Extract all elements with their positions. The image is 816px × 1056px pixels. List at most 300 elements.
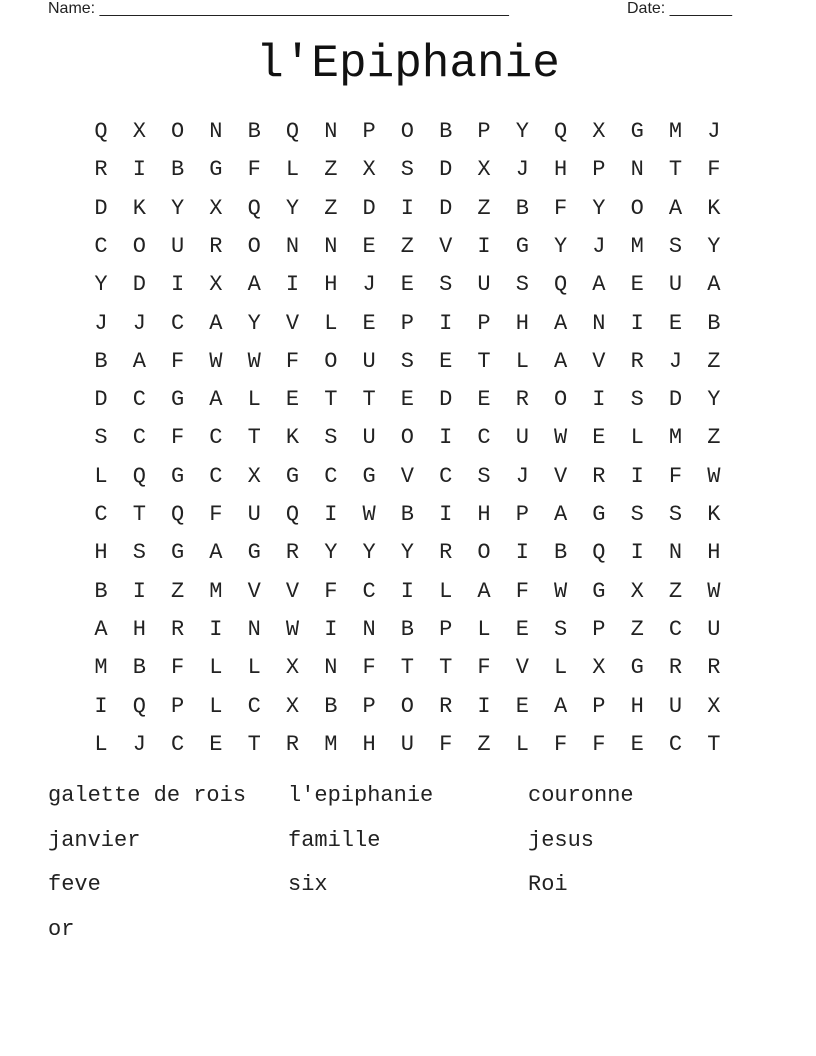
grid-letter: E: [400, 387, 414, 413]
grid-letter: Z: [707, 425, 721, 451]
grid-letter: U: [247, 502, 261, 527]
grid-letter: L: [515, 348, 529, 374]
grid-letter: X: [592, 655, 606, 681]
word-list-item: Roi: [528, 872, 568, 897]
grid-letter: E: [362, 233, 376, 259]
grid-letter: S: [94, 425, 108, 451]
grid-letter: L: [94, 463, 108, 489]
word-list-item: l'epiphanie: [288, 783, 434, 808]
grid-letter: J: [94, 310, 108, 336]
grid-letter: Q: [592, 540, 606, 566]
grid-letter: U: [170, 233, 185, 259]
grid-letter: I: [439, 425, 453, 451]
grid-letter: S: [668, 233, 683, 259]
grid-letter: X: [285, 693, 300, 719]
grid-letter: W: [707, 463, 721, 489]
grid-letter: R: [170, 616, 185, 642]
grid-letter: P: [592, 157, 606, 183]
grid-letter: F: [324, 578, 338, 604]
grid-letter: X: [247, 463, 261, 489]
grid-letter: J: [707, 119, 721, 144]
grid-letter: S: [400, 157, 414, 183]
grid-letter: O: [400, 425, 414, 451]
grid-letter: K: [132, 195, 146, 221]
grid-letter: L: [553, 655, 568, 681]
grid-letter: F: [439, 731, 453, 757]
grid-letter: G: [630, 119, 644, 144]
grid-letter: Z: [668, 578, 683, 604]
grid-letter: D: [94, 195, 108, 221]
grid-letter: Y: [707, 233, 721, 259]
grid-letter: H: [477, 502, 491, 527]
grid-letter: T: [324, 387, 338, 413]
grid-letter: V: [285, 310, 300, 336]
grid-letter: B: [553, 540, 568, 566]
grid-letter: L: [285, 157, 300, 183]
grid-letter: R: [94, 157, 108, 183]
grid-letter: T: [247, 731, 261, 757]
grid-letter: P: [477, 119, 491, 144]
grid-letter: W: [553, 425, 568, 451]
grid-letter: R: [285, 540, 300, 566]
grid-letter: S: [400, 348, 414, 374]
grid-letter: D: [668, 387, 683, 413]
grid-letter: Q: [94, 119, 108, 144]
grid-letter: U: [400, 731, 414, 757]
grid-letter: V: [439, 233, 453, 259]
grid-letter: W: [247, 348, 261, 374]
grid-letter: L: [439, 578, 453, 604]
grid-letter: G: [170, 540, 185, 566]
grid-letter: J: [132, 731, 146, 757]
grid-letter: A: [94, 616, 108, 642]
grid-letter: W: [707, 578, 721, 604]
grid-letter: U: [362, 348, 376, 374]
grid-letter: D: [362, 195, 376, 221]
grid-letter: F: [285, 348, 300, 374]
grid-letter: O: [324, 348, 338, 374]
grid-letter: J: [132, 310, 146, 336]
grid-letter: I: [132, 157, 146, 183]
grid-letter: E: [362, 310, 376, 336]
grid-letter: L: [209, 693, 223, 719]
grid-letter: E: [630, 272, 644, 298]
grid-letter: C: [94, 502, 108, 527]
grid-letter: C: [477, 425, 491, 451]
grid-letter: B: [94, 578, 108, 604]
grid-letter: R: [515, 387, 529, 413]
grid-letter: R: [439, 693, 453, 719]
grid-letter: I: [285, 272, 300, 298]
grid-letter: A: [209, 310, 223, 336]
grid-letter: L: [247, 655, 261, 681]
grid-letter: O: [247, 233, 261, 259]
grid-letter: C: [247, 693, 261, 719]
grid-letter: G: [285, 463, 300, 489]
grid-letter: E: [668, 310, 683, 336]
grid-letter: Y: [94, 272, 108, 298]
grid-letter: T: [668, 157, 683, 183]
grid-letter: N: [247, 616, 261, 642]
grid-letter: B: [707, 310, 721, 336]
grid-letter: K: [707, 502, 721, 527]
word-list-item: six: [288, 872, 328, 897]
grid-letter: R: [592, 463, 606, 489]
grid-letter: H: [553, 157, 568, 183]
grid-letter: R: [707, 655, 721, 681]
grid-letter: M: [668, 119, 683, 144]
grid-letter: L: [630, 425, 644, 451]
grid-letter: P: [515, 502, 529, 527]
page-title: l'Epiphanie: [256, 38, 560, 90]
grid-letter: C: [209, 463, 223, 489]
grid-letter: K: [285, 425, 300, 451]
grid-letter: M: [209, 578, 223, 604]
grid-letter: Q: [132, 693, 146, 719]
grid-letter: L: [94, 731, 108, 757]
grid-letter: U: [515, 425, 529, 451]
grid-letter: S: [668, 502, 683, 527]
grid-letter: C: [132, 425, 146, 451]
grid-letter: F: [477, 655, 491, 681]
grid-letter: I: [324, 616, 338, 642]
grid-letter: L: [324, 310, 338, 336]
grid-letter: G: [247, 540, 261, 566]
grid-letter: Q: [132, 463, 146, 489]
grid-letter: X: [209, 272, 223, 298]
grid-letter: F: [170, 348, 185, 374]
grid-letter: P: [400, 310, 414, 336]
grid-letter: J: [362, 272, 376, 298]
grid-letter: Z: [400, 233, 414, 259]
grid-letter: L: [477, 616, 491, 642]
grid-letter: C: [668, 616, 683, 642]
grid-letter: B: [400, 616, 414, 642]
grid-letter: N: [324, 233, 338, 259]
grid-letter: O: [170, 119, 185, 144]
grid-letter: C: [209, 425, 223, 451]
word-list-item: galette de rois: [48, 783, 247, 808]
grid-letter: O: [630, 195, 644, 221]
grid-letter: F: [707, 157, 721, 183]
grid-letter: A: [209, 387, 223, 413]
grid-letter: J: [668, 348, 683, 374]
grid-letter: H: [515, 310, 529, 336]
grid-letter: D: [132, 272, 146, 298]
grid-letter: E: [477, 387, 491, 413]
grid-letter: G: [209, 157, 223, 183]
grid-letter: M: [94, 655, 108, 681]
grid-letter: V: [247, 578, 261, 604]
grid-letter: T: [400, 655, 414, 681]
grid-letter: Q: [247, 195, 261, 221]
grid-letter: C: [362, 578, 376, 604]
grid-letter: G: [630, 655, 644, 681]
grid-letter: R: [668, 655, 683, 681]
word-list-item: or: [48, 916, 75, 942]
grid-letter: Y: [362, 540, 376, 566]
grid-letter: C: [668, 731, 683, 757]
grid-letter: C: [324, 463, 338, 489]
grid-letter: A: [247, 272, 261, 298]
grid-letter: B: [247, 119, 261, 144]
grid-letter: X: [630, 578, 644, 604]
grid-letter: S: [553, 616, 568, 642]
grid-letter: F: [170, 425, 185, 451]
grid-letter: C: [439, 463, 453, 489]
grid-letter: F: [362, 655, 376, 681]
grid-letter: I: [170, 272, 185, 298]
grid-letter: N: [324, 655, 338, 681]
grid-letter: I: [400, 195, 414, 221]
grid-letter: I: [477, 693, 491, 719]
grid-letter: I: [630, 463, 644, 489]
grid-letter: B: [132, 655, 146, 681]
grid-letter: F: [668, 463, 683, 489]
grid-letter: L: [209, 655, 223, 681]
grid-letter: R: [630, 348, 644, 374]
grid-letter: S: [439, 272, 453, 298]
grid-letter: N: [285, 233, 300, 259]
grid-letter: F: [515, 578, 529, 604]
grid-letter: Y: [285, 195, 300, 221]
grid-letter: E: [439, 348, 453, 374]
grid-letter: J: [515, 463, 529, 489]
grid-letter: E: [209, 731, 223, 757]
word-list-item: couronne: [528, 783, 634, 808]
grid-letter: V: [400, 463, 414, 489]
grid-letter: I: [477, 233, 491, 259]
grid-letter: B: [324, 693, 338, 719]
grid-letter: S: [324, 425, 338, 451]
grid-letter: I: [324, 502, 338, 527]
grid-letter: G: [592, 502, 606, 527]
grid-letter: Z: [477, 731, 491, 757]
grid-letter: M: [630, 233, 644, 259]
grid-letter: P: [592, 616, 606, 642]
grid-letter: X: [285, 655, 300, 681]
grid-letter: A: [553, 310, 568, 336]
grid-letter: W: [553, 578, 568, 604]
grid-letter: N: [209, 119, 223, 144]
grid-letter: X: [132, 119, 146, 144]
grid-letter: P: [362, 119, 376, 144]
grid-letter: I: [400, 578, 414, 604]
grid-letter: B: [515, 195, 529, 221]
grid-letter: G: [170, 387, 185, 413]
grid-letter: I: [515, 540, 529, 566]
grid-letter: X: [209, 195, 223, 221]
grid-letter: A: [668, 195, 683, 221]
grid-letter: P: [592, 693, 606, 719]
grid-letter: U: [362, 425, 376, 451]
grid-letter: P: [477, 310, 491, 336]
grid-letter: D: [439, 157, 453, 183]
grid-letter: S: [132, 540, 146, 566]
grid-letter: W: [362, 502, 376, 527]
grid-letter: Z: [630, 616, 644, 642]
grid-letter: T: [439, 655, 453, 681]
name-field: Name: ______________________________________________: [48, 0, 509, 17]
grid-letter: A: [477, 578, 491, 604]
grid-letter: B: [94, 348, 108, 374]
grid-letter: H: [324, 272, 338, 298]
grid-letter: B: [170, 157, 185, 183]
grid-letter: G: [592, 578, 606, 604]
grid-letter: H: [630, 693, 644, 719]
grid-letter: F: [170, 655, 185, 681]
grid-letter: H: [94, 540, 108, 566]
grid-letter: O: [400, 693, 414, 719]
grid-letter: J: [515, 157, 529, 183]
grid-letter: L: [515, 731, 529, 757]
grid-letter: E: [515, 616, 529, 642]
grid-letter: F: [553, 195, 568, 221]
grid-letter: Y: [170, 195, 185, 221]
grid-letter: A: [553, 502, 568, 527]
grid-letter: H: [132, 616, 146, 642]
grid-letter: T: [247, 425, 261, 451]
grid-letter: A: [132, 348, 146, 374]
grid-letter: G: [515, 233, 529, 259]
grid-letter: U: [707, 616, 721, 642]
grid-letter: Y: [400, 540, 414, 566]
grid-letter: I: [439, 310, 453, 336]
grid-letter: N: [362, 616, 376, 642]
grid-letter: A: [209, 540, 223, 566]
grid-letter: U: [668, 272, 683, 298]
grid-letter: U: [477, 272, 491, 298]
grid-letter: N: [668, 540, 683, 566]
grid-letter: I: [630, 310, 644, 336]
grid-letter: F: [247, 157, 261, 183]
grid-letter: N: [324, 119, 338, 144]
grid-letter: C: [170, 731, 185, 757]
grid-letter: Z: [477, 195, 491, 221]
grid-letter: F: [553, 731, 568, 757]
grid-letter: V: [285, 578, 300, 604]
grid-letter: Z: [170, 578, 185, 604]
grid-letter: Z: [324, 157, 338, 183]
grid-letter: T: [132, 502, 146, 527]
word-list-item: famille: [288, 827, 381, 853]
grid-letter: E: [592, 425, 606, 451]
grid-letter: D: [439, 387, 453, 413]
word-list-item: jesus: [528, 827, 595, 853]
grid-letter: M: [668, 425, 683, 451]
grid-letter: C: [170, 310, 185, 336]
grid-letter: T: [707, 731, 721, 757]
grid-letter: J: [592, 233, 606, 259]
grid-letter: Q: [170, 502, 185, 527]
grid-letter: X: [592, 119, 606, 144]
grid-letter: V: [515, 655, 529, 681]
word-list-item: janvier: [48, 827, 141, 853]
grid-letter: E: [285, 387, 300, 413]
grid-letter: I: [630, 540, 644, 566]
grid-letter: D: [439, 195, 453, 221]
grid-letter: Y: [247, 310, 261, 336]
grid-letter: Q: [553, 119, 568, 144]
grid-letter: Y: [553, 233, 568, 259]
grid-letter: S: [630, 502, 644, 527]
grid-letter: O: [553, 387, 568, 413]
grid-letter: Y: [324, 540, 338, 566]
grid-letter: Q: [553, 272, 568, 298]
grid-letter: A: [553, 348, 568, 374]
grid-letter: M: [324, 731, 338, 757]
grid-letter: H: [707, 540, 721, 566]
grid-letter: V: [553, 463, 568, 489]
grid-letter: O: [400, 119, 414, 144]
word-list-item: feve: [48, 872, 101, 897]
grid-letter: I: [592, 387, 606, 413]
grid-letter: A: [592, 272, 606, 298]
grid-letter: U: [668, 693, 683, 719]
grid-letter: R: [439, 540, 453, 566]
grid-letter: Y: [592, 195, 606, 221]
grid-letter: Z: [707, 348, 721, 374]
grid-letter: E: [515, 693, 529, 719]
grid-letter: N: [592, 310, 606, 336]
grid-letter: A: [707, 272, 721, 298]
grid-letter: S: [477, 463, 491, 489]
grid-letter: Q: [285, 502, 300, 527]
grid-letter: O: [132, 233, 146, 259]
grid-letter: P: [170, 693, 185, 719]
grid-letter: C: [94, 233, 108, 259]
grid-letter: B: [400, 502, 414, 527]
grid-letter: Y: [707, 387, 721, 413]
worksheet-header: [0, 0, 816, 20]
date-field: Date: _______: [627, 0, 732, 17]
grid-letter: G: [170, 463, 185, 489]
grid-letter: O: [477, 540, 491, 566]
grid-letter: F: [209, 502, 223, 527]
grid-letter: X: [362, 157, 376, 183]
grid-letter: C: [132, 387, 146, 413]
grid-letter: K: [707, 195, 721, 221]
grid-letter: I: [439, 502, 453, 527]
grid-letter: W: [285, 616, 300, 642]
grid-letter: P: [362, 693, 376, 719]
grid-letter: Q: [285, 119, 300, 144]
grid-letter: R: [285, 731, 300, 757]
grid-letter: E: [400, 272, 414, 298]
grid-letter: I: [132, 578, 146, 604]
grid-letter: F: [592, 731, 606, 757]
grid-letter: I: [94, 693, 108, 719]
grid-letter: X: [707, 693, 721, 719]
grid-letter: I: [209, 616, 223, 642]
grid-letter: P: [439, 616, 453, 642]
grid-letter: S: [515, 272, 529, 298]
grid-letter: S: [630, 387, 644, 413]
grid-letter: X: [477, 157, 491, 183]
grid-letter: W: [209, 348, 223, 374]
grid-letter: Z: [324, 195, 338, 221]
grid-letter: A: [553, 693, 568, 719]
grid-letter: D: [94, 387, 108, 413]
grid-letter: R: [209, 233, 223, 259]
grid-letter: H: [362, 731, 376, 757]
grid-letter: T: [477, 348, 491, 374]
grid-letter: Y: [515, 119, 529, 144]
grid-letter: T: [362, 387, 376, 413]
grid-letter: G: [362, 463, 376, 489]
grid-letter: B: [439, 119, 453, 144]
grid-letter: V: [592, 348, 606, 374]
